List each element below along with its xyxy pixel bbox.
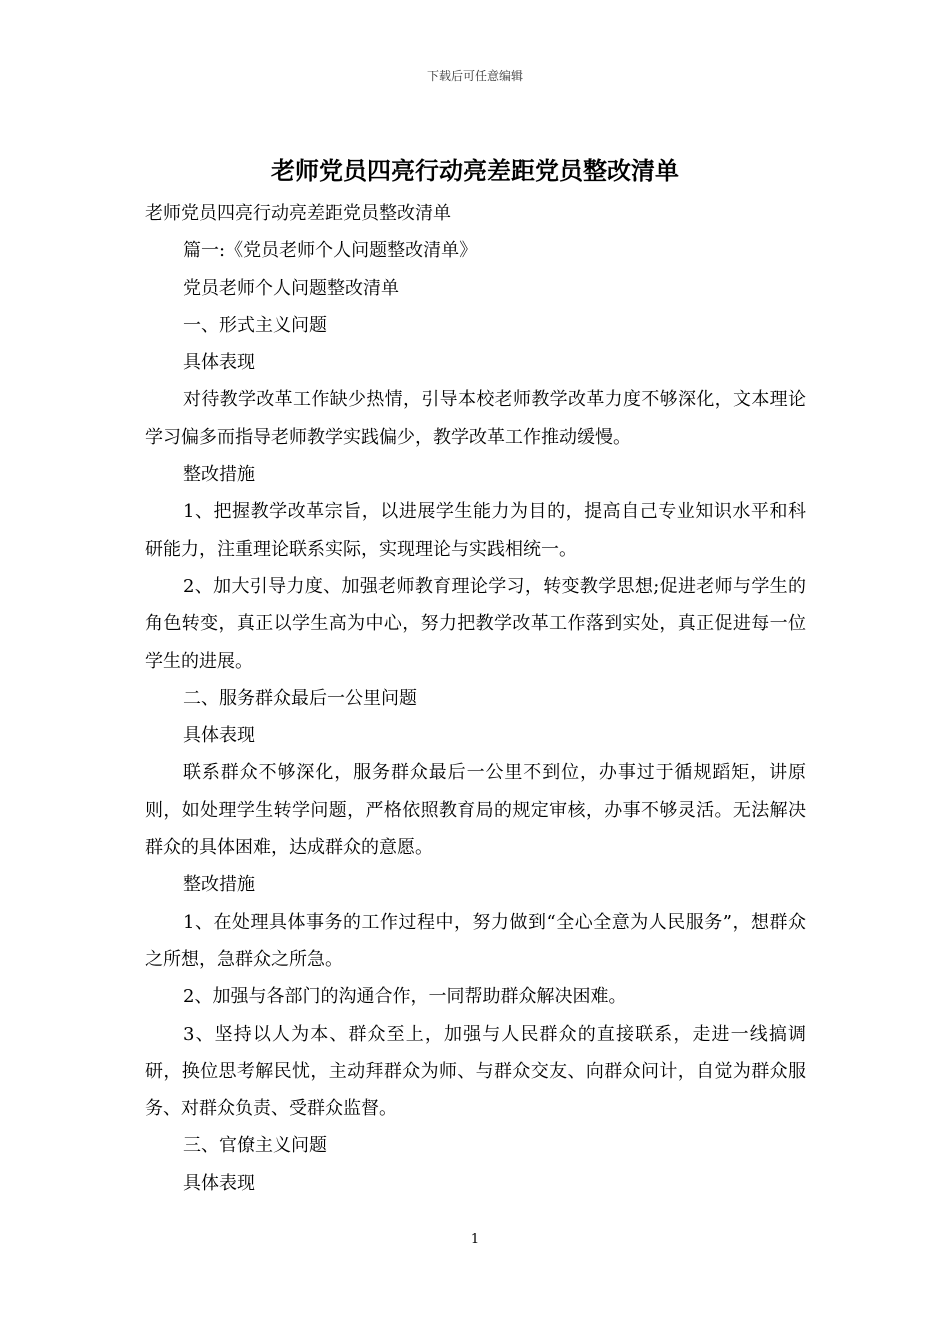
subheading-measures: 整改措施: [183, 464, 255, 486]
paragraph: 1、在处理具体事务的工作过程中，努力做到“全心全意为人民服务”，想群众之所想，急群众之所急。: [145, 911, 806, 970]
paragraph: 2、加强与各部门的沟通合作，一同帮助群众解决困难。: [183, 986, 627, 1008]
paragraph-subtitle: 老师党员四亮行动亮差距党员整改清单: [145, 203, 451, 224]
subheading-measures: 整改措施: [183, 874, 255, 896]
paragraph: 3、坚持以人为本、群众至上，加强与人民群众的直接联系，走进一线搞调研，换位思考解民忧，主动拜群众为师、与群众交友、向群众问计，自觉为群众服务、对群众负责、受群众监督。: [145, 1023, 806, 1120]
subheading-manifestation: 具体表现: [183, 1172, 255, 1194]
paragraph: 2、加大引导力度、加强老师教育理论学习，转变教学思想;促进老师与学生的角色转变，真正以学生高为中心，努力把教学改革工作落到实处，真正促进每一位学生的进展。: [145, 575, 806, 672]
paragraph: 联系群众不够深化，服务群众最后一公里不到位，办事过于循规蹈矩，讲原则，如处理学生转学问题，严格依照教育局的规定审核，办事不够灵活。无法解决群众的具体困难，达成群众的意愿。: [145, 762, 806, 859]
paragraph: 1、把握教学改革宗旨，以进展学生能力为目的，提高自己专业知识水平和科研能力，注重理论联系实际，实现理论与实践相统一。: [145, 501, 806, 560]
page-number: 1: [470, 1232, 480, 1247]
paragraph-article-heading: 篇一:《党员老师个人问题整改清单》: [183, 240, 478, 262]
section-heading-3: 三、官僚主义问题: [183, 1135, 327, 1157]
subheading-manifestation: 具体表现: [183, 725, 255, 747]
section-heading-2: 二、服务群众最后一公里问题: [183, 687, 417, 709]
document-title: 老师党员四亮行动亮差距党员整改清单: [271, 156, 679, 185]
header-note: 下载后可任意编辑: [426, 69, 523, 83]
document-body: [145, 195, 806, 1202]
subheading-manifestation: 具体表现: [183, 352, 255, 374]
paragraph: 对待教学改革工作缺少热情，引导本校老师教学改革力度不够深化，文本理论学习偏多而指导老师教学实践偏少，教学改革工作推动缓慢。: [145, 389, 806, 448]
paragraph-list-title: 党员老师个人问题整改清单: [183, 277, 399, 299]
section-heading-1: 一、形式主义问题: [183, 314, 327, 336]
